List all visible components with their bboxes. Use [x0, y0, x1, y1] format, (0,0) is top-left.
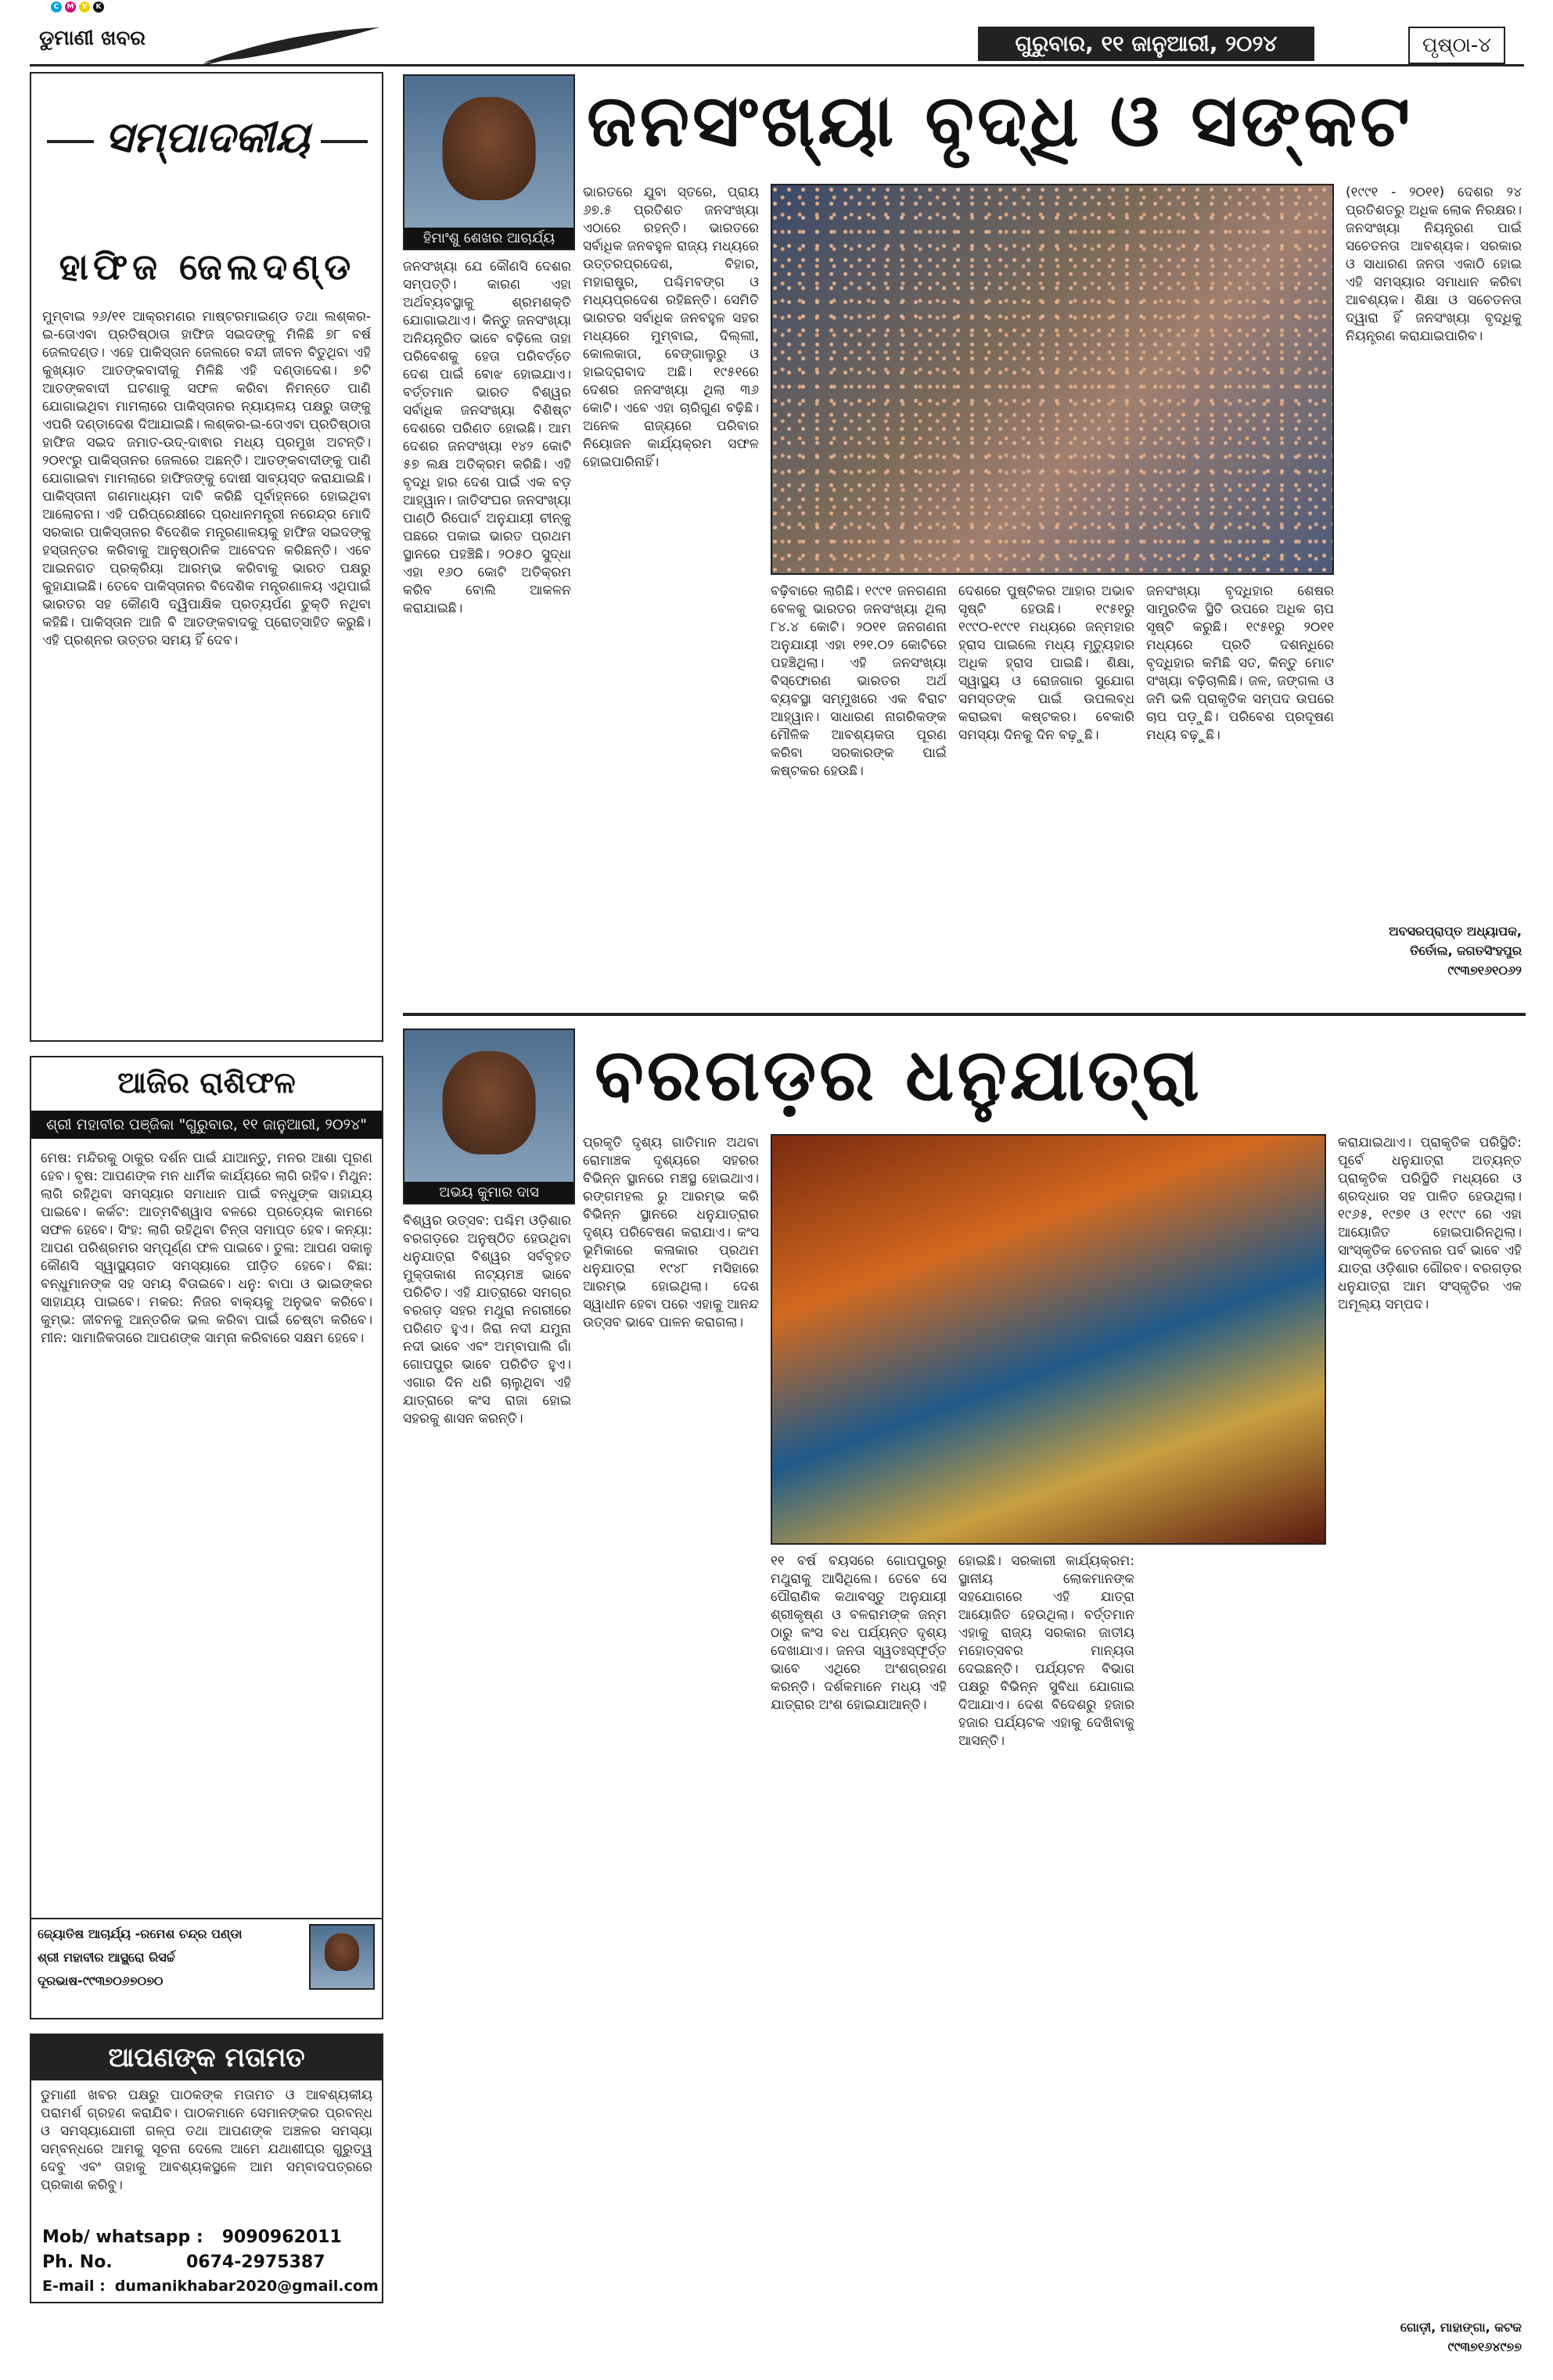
astrologer-photo [309, 1924, 375, 1990]
article1-col5: ଜନସଂଖ୍ୟା ବୃଦ୍ଧିହାର ଶେଷର ସାମ୍ପ୍ରତିକ ସ୍ଥିତି ଉପରେ ଅଧିକ ଚାପ ସୃଷ୍ଟି କରୁଛି। ୧୯୫୧ରୁ ୨୦୧୧ ମଧ୍ୟରେ ପ୍ରତି ଦଶନ୍ଧିରେ ବୃଦ୍ଧିହାର କମିଛି ସତ, କିନ୍ତୁ ମୋଟ ସଂଖ୍ୟା ବଢ଼ିଚାଲିଛି। ଜଳ, ଜଙ୍ଗଲ ଓ ଜମି ଭଳି ପ୍ରାକୃତିକ ସମ୍ପଦ ଉପରେ ଚାପ ପଡ଼ୁଛି। ପରିବେଶ ପ୍ରଦୂଷଣ ମଧ୍ୟ ବଢ଼ୁଛି। [1146, 583, 1334, 743]
magenta-mark: M [65, 2, 76, 13]
author-photo-1 [403, 74, 575, 250]
article2-title: ବରଗଡ଼ର ଧନୁଯାତ୍ରା [595, 1033, 1202, 1117]
opinion-title: ଆପଣଙ୍କ ମତାମତ [31, 2035, 382, 2080]
yellow-mark: Y [79, 2, 90, 13]
article1-title: ଜନସଂଖ୍ୟା ବୃଦ୍ଧି ଓ ସଙ୍କଟ [587, 79, 1413, 163]
article1-byline-phone: ୯୯୩୭୧୬୧୦୬୨ [1447, 963, 1522, 978]
key-mark: K [93, 2, 104, 13]
opinion-phone [42, 2253, 325, 2272]
horoscope-body: ମେଷ: ମନ୍ଦିରକୁ ଠାକୁର ଦର୍ଶନ ପାଇଁ ଯାଆନ୍ତୁ, ମନର ଆଶା ପୂରଣ ହେବ। ବୃଷ: ଆପଣଙ୍କ ମନ ଧାର୍ମିକ କାର୍ଯ୍ୟରେ ଲାଗି ରହିବ। ମିଥୁନ: ଲାଗି ରହିଥିବା ସମସ୍ୟାର ସମାଧାନ ପାଇଁ ବନ୍ଧୁଙ୍କ ସାହାଯ୍ୟ ପାଇବେ। କର୍କଟ: ଆତ୍ମବିଶ୍ୱାସ ବଳରେ ପ୍ରତ୍ୟେକ କାମରେ ସଫଳ ହେବେ। ସିଂହ: ଲାଗି ରହିଥିବା ଚିନ୍ତା ସମାପ୍ତ ହେବ। କନ୍ୟା: ଆପଣ ପରିଶ୍ରମର ସମ୍ପୂର୍ଣ୍ଣ ଫଳ ପାଇବେ। ତୁଳା: ଆପଣ ସକାଳୁ କୌଣସି ସ୍ୱାସ୍ଥ୍ୟଗତ ସମସ୍ୟାରେ ପୀଡ଼ିତ ହେବେ। ବିଛା: ବନ୍ଧୁମାନଙ୍କ ସହ ସମୟ ବିତାଇବେ। ଧନୁ: ବାପା ଓ ଭାଇଙ୍କର ସାହାଯ୍ୟ ପାଇବେ। ମକର: ନିଜର ବାକ୍ୟକୁ ଅନୁଭବ କରିବେ। କୁମ୍ଭ: ଜୀବନକୁ ଆନ୍ତରିକ ଭଲ କରିବା ପାଇଁ ଚେଷ୍ଟା କରିବେ। ମୀନ: ସାମାଜିକତାରେ ଆପଣଙ୍କ ସାମ୍ନା କରିବାରେ ସକ୍ଷମ ହେବେ। [41, 1151, 372, 1346]
article2-byline-phone: ୯୯୩୭୧୬୪୯୭୭ [1447, 2339, 1522, 2354]
article1-byline: ଅବସରପ୍ରାପ୍ତ ଅଧ୍ୟାପକ, [1389, 924, 1522, 939]
article2-col4b [1146, 1553, 1326, 2362]
article2-col4: ହୋଇଛି। ସରକାରୀ କାର୍ଯ୍ୟକ୍ରମ: ସ୍ଥାନୀୟ ଲୋକମାନଙ୍କ ସହଯୋଗରେ ଏହି ଯାତ୍ରା ଆୟୋଜିତ ହେଉଥିଲା। ବର୍ତ୍ତମାନ ଏହାକୁ ରାଜ୍ୟ ସରକାର ଜାତୀୟ ମହୋତ୍ସବର ମାନ୍ୟତା ଦେଇଛନ୍ତି। ପର୍ଯ୍ୟଟନ ବିଭାଗ ପକ୍ଷରୁ ବିଭିନ୍ନ ସୁବିଧା ଯୋଗାଇ ଦିଆଯାଏ। ଦେଶ ବିଦେଶରୁ ହଜାର ହଜାର ପର୍ଯ୍ୟଟକ ଏହାକୁ ଦେଖିବାକୁ ଆସନ୍ତି। [958, 1553, 1134, 1749]
crowd-photo [771, 184, 1334, 575]
article1-col2: ଭାରତରେ ଯୁବା ସ୍ତରେ, ପ୍ରାୟ ୬୭.୫ ପ୍ରତିଶତ ଜନସଂଖ୍ୟା ଏଠାରେ ରହନ୍ତି। ଭାରତରେ ସର୍ବାଧିକ ଜନବହୁଳ ରାଜ୍ୟ ମଧ୍ୟରେ ଉତ୍ତରପ୍ରଦେଶ, ବିହାର, ମହାରାଷ୍ଟ୍ର, ପଶ୍ଚିମବଙ୍ଗ ଓ ମଧ୍ୟପ୍ରଦେଶ ରହିଛନ୍ତି। ସେମିତି ଭାରତର ସର୍ବାଧିକ ଜନବହୁଳ ସହର ମଧ୍ୟରେ ମୁମ୍ବାଇ, ଦିଲ୍ଲୀ, କୋଲକାତା, ବେଙ୍ଗାଲୁରୁ ଓ ହାଇଦ୍ରାବାଦ ଅଛି। ୧୯୫୧ରେ ଦେଶର ଜନସଂଖ୍ୟା ଥିଲା ୩୬ କୋଟି। ଏବେ ଏହା ଚାରିଗୁଣ ବଢ଼ିଛି। ଅନେକ ରାଜ୍ୟରେ ପରିବାର ନିୟୋଜନ କାର୍ଯ୍ୟକ୍ରମ ସଫଳ ହୋଇପାରିନାହିଁ। [583, 185, 759, 470]
page-number: ପୃଷ୍ଠା-୪ [1408, 27, 1505, 64]
author-name-1: ହିମାଂଶୁ ଶେଖର ଆଚାର୍ଯ୍ୟ [404, 228, 573, 249]
mobile-number[interactable]: 9090962011 [221, 2227, 342, 2247]
editorial-body: ମୁମ୍ବାଇ ୨୬/୧୧ ଆକ୍ରମଣର ମାଷ୍ଟରମାଇଣ୍ଡ ତଥା ଲଶ୍କର-ଇ-ତୋଏବା ପ୍ରତିଷ୍ଠାତା ହାଫିଜ ସଇଦଙ୍କୁ ମିଳିଛି ୭୮ ବର୍ଷ ଜେଲଦଣ୍ଡ। ଏହେ ପାକିସ୍ତାନ ଜେଲରେ ବନ୍ଦୀ ଜୀବନ ବିତୁଥିବା ଏହି କୁଖ୍ୟାତ ଆତଙ୍କବାଦୀକୁ ମିଳିଛି ଏହି ଦଣ୍ଡାଦେଶ। ୭ଟି ଆତଙ୍କବାଦୀ ଘଟଣାକୁ ସଫଳ କରିବା ନିମନ୍ତେ ପାଣି ଯୋଗାଇଥିବା ମାମଲାରେ ପାକିସ୍ତାନର ନ୍ୟାୟଳୟ ପକ୍ଷରୁ ତାଙ୍କୁ ଏପରି ଦଣ୍ଡାଦେଶ ଦିଆଯାଇଛି। ଲଶ୍କର-ଇ-ତୋଏବା ପ୍ରତିଷ୍ଠାତା ହାଫିଜ ସଇଦ ଜମାତ-ଉଦ୍-ଦାଵାର ମଧ୍ୟ ପ୍ରମୁଖ ଅଟନ୍ତି। ୨୦୧୯ରୁ ପାକିସ୍ତାନର ଜେଲରେ ଅଛନ୍ତି। ଆତଙ୍କବାଦୀଙ୍କୁ ପାଣି ଯୋଗାଇବା ମାମଲାରେ ହାଫିଜଙ୍କୁ ଦୋଷୀ ସାବ୍ୟସ୍ତ କରାଯାଇଛି। ପାକିସ୍ତାନୀ ଗଣମାଧ୍ୟମ ଦାବି କରିଛି ପୂର୍ବାହ୍ନରେ ହୋଇଥିବା ଆଲୋଚନା। ଏହି ପରିପ୍ରେକ୍ଷୀରେ ପ୍ରଧାନମନ୍ତ୍ରୀ ନରେନ୍ଦ୍ର ମୋଦି ସରକାର ପାକିସ୍ତାନର ବିଦେଶିକ ମନ୍ତ୍ରଣାଳୟକୁ ହାଫିଜ ସଇଦଙ୍କୁ ହସ୍ତାନ୍ତର କରିବାକୁ ଆନୁଷ୍ଠାନିକ ଆବେଦନ କରିଛନ୍ତି। ଏବେ ଆଇନଗତ ପ୍ରକ୍ରିୟା ଆରମ୍ଭ କରିବାକୁ ଭାରତ ପକ୍ଷରୁ କୁହାଯାଇଛି। ତେବେ ପାକିସ୍ତାନର ବିଦେଶିକ ମନ୍ତ୍ରଣାଳୟ ଏଥିପାଇଁ ଭାରତର ସହ କୌଣସି ଦ୍ୱିପାକ୍ଷିକ ପ୍ରତ୍ୟର୍ପଣ ଚୁକ୍ତି ନଥିବା କହିଛି। ପାକିସ୍ତାନ ଆଜି ବି ଆତଙ୍କବାଦକୁ ପ୍ରୋତ୍ସାହିତ କରୁଛି। ଏହି ପ୍ରଶ୍ନର ଉତ୍ତର ସମୟ ହିଁ ଦେବ। [42, 309, 371, 648]
horoscope-subtitle: ଶ୍ରୀ ମହାବୀର ପଞ୍ଜିକା "ଗୁରୁବାର, ୧୧ ଜାନୁଆରୀ, ୨୦୨୪" [31, 1111, 382, 1139]
paper-name: ଡୁମାଣୀ ଖବର [39, 27, 146, 50]
author-photo-2 [403, 1028, 575, 1204]
email-address[interactable]: dumanikhabar2020@gmail.com [114, 2278, 379, 2295]
article1-col3: ବଢ଼ିବାରେ ଲାଗିଛି। ୧୯୯୧ ଜନଗଣନା ବେଳକୁ ଭାରତର ଜନସଂଖ୍ୟା ଥିଲା ୮୪.୪ କୋଟି। ୨୦୧୧ ଜନଗଣନା ଅନୁଯାୟୀ ଏହା ୧୨୧.୦୨ କୋଟିରେ ପହଞ୍ଚିଥିଲା। ଏହି ଜନସଂଖ୍ୟା ବିସ୍ଫୋରଣ ଭାରତର ଅର୍ଥ ବ୍ୟବସ୍ଥା ସମ୍ମୁଖରେ ଏକ ବିରାଟ ଆହ୍ୱାନ। ସାଧାରଣ ନାଗରିକଙ୍କ ମୌଳିକ ଆବଶ୍ୟକତା ପୂରଣ କରିବା ସରକାରଙ୍କ ପାଇଁ କଷ୍ଟକର ହେଉଛି। [771, 583, 947, 779]
mobile-label: Mob/ whatsapp : [42, 2227, 203, 2247]
article-separator [403, 1013, 1526, 1016]
cyan-mark: C [51, 2, 62, 13]
author-name-2: ଅଭୟ କୁମାର ଦାସ [404, 1182, 573, 1203]
article1-byline-place: ତିର୍ତୋଲ, ଜଗତସିଂହପୁର [1410, 943, 1522, 958]
issue-date: ଗୁରୁବାର, ୧୧ ଜାନୁଆରୀ, ୨୦୨୪ [978, 27, 1314, 61]
divider [321, 140, 368, 143]
opinion-mobile [42, 2227, 342, 2247]
horoscope-panel [30, 1056, 383, 2019]
article2-col3: ୧୧ ବର୍ଷ ବୟସରେ ଗୋପପୁରରୁ ମଥୁରାକୁ ଆସିଥିଲେ। ତେବେ ସେ ପୌରାଣିକ କଥାବସ୍ତୁ ଅନୁଯାୟୀ ଶ୍ରୀକୃଷ୍ଣ ଓ ବଳରାମଙ୍କ ଜନ୍ମ ଠାରୁ କଂସ ବଧ ପର୍ଯ୍ୟନ୍ତ ଦୃଶ୍ୟ ଦେଖାଯାଏ। ଜନତା ସ୍ୱତଃସ୍ଫୂର୍ତ୍ତ ଭାବେ ଏଥିରେ ଅଂଶଗ୍ରହଣ କରନ୍ତି। ଦର୍ଶକମାନେ ମଧ୍ୟ ଏହି ଯାତ୍ରାର ଅଂଶ ହୋଇଯାଆନ୍ତି। [771, 1553, 947, 1713]
editorial-section-title: ସମ୍ପାଦକୀୟ [105, 113, 310, 162]
email-label: E-mail : [42, 2278, 106, 2295]
article1-col1: ଜନସଂଖ୍ୟା ଯେ କୌଣସି ଦେଶର ସମ୍ପତ୍ତି। କାରଣ ଏହା ଅର୍ଥବ୍ୟବସ୍ଥାକୁ ଶ୍ରମଶକ୍ତି ଯୋଗାଇଥାଏ। କିନ୍ତୁ ଜନସଂଖ୍ୟା ଅନିୟନ୍ତ୍ରିତ ଭାବେ ବଢ଼ିଲେ ତାହା ପରିବେଶକୁ ହେତା ପରିବର୍ତ୍ତେ ଦେଶ ପାଇଁ ବୋଝ ହୋଇଯାଏ। ବର୍ତ୍ତମାନ ଭାରତ ବିଶ୍ୱର ସର୍ବାଧିକ ଜନସଂଖ୍ୟା ବିଶିଷ୍ଟ ଦେଶରେ ପରିଣତ ହୋଇଛି। ଆମ ଦେଶର ଜନସଂଖ୍ୟା ୧୪୨ କୋଟି ୫୭ ଲକ୍ଷ ଅତିକ୍ରମ କରିଛି। ଏହି ବୃଦ୍ଧି ହାର ଦେଶ ପାଇଁ ଏକ ବଡ଼ ଆହ୍ୱାନ। ଜାତିସଂଘର ଜନସଂଖ୍ୟା ପାଣ୍ଠି ରିପୋର୍ଟ ଅନୁଯାୟୀ ଚୀନ୍‌କୁ ପଛରେ ପକାଇ ଭାରତ ପ୍ରଥମ ସ୍ଥାନରେ ପହଞ୍ଚିଛି। ୨୦୫୦ ସୁଦ୍ଧା ଏହା ୧୬୦ କୋଟି ଅତିକ୍ରମ କରିବ ବୋଲି ଆକଳନ କରାଯାଇଛି। [403, 259, 571, 616]
editorial-headline: ହାଫିଜ ଜେଲଦଣ୍ଡ [59, 246, 356, 288]
article2-col5: କରାଯାଇଥାଏ। ପ୍ରାକୃତିକ ପରିସ୍ଥିତି: ପୂର୍ବେ ଧନୁଯାତ୍ରା ଅତ୍ୟନ୍ତ ପ୍ରାକୃତିକ ପରିସ୍ଥିତି ମଧ୍ୟରେ ଓ ଶ୍ରଦ୍ଧାର ସହ ପାଳିତ ହେଉଥିଲା। ୧୯୬୫, ୧୯୭୧ ଓ ୧୯୯୯ ରେ ଏହା ଆୟୋଜିତ ହୋଇପାରିନଥିଲା। ସାଂସ୍କୃତିକ ଚେତନାର ପର୍ବ ଭାବେ ଏହି ଯାତ୍ରା ଓଡ଼ିଶାର ଗୌରବ। ବରଗଡ଼ର ଧନୁଯାତ୍ରା ଆମ ସଂସ୍କୃତିର ଏକ ଅମୂଲ୍ୟ ସମ୍ପଦ। [1338, 1135, 1522, 1312]
article2-col2: ପ୍ରକୃତି ଦୃଶ୍ୟ ଗାତିମାନ ଅଥବା ରୋମାଞ୍ଚକ ଦୃଶ୍ୟରେ ସହରର ବିଭିନ୍ନ ସ୍ଥାନରେ ମଞ୍ଚସ୍ଥ ହୋଇଥାଏ। ରଙ୍ଗମହଲ ରୁ ଆରମ୍ଭ କରି ବିଭିନ୍ନ ସ୍ଥାନରେ ଧନୁଯାତ୍ରାର ଦୃଶ୍ୟ ପରିବେଷଣ କରାଯାଏ। କଂସ ଭୂମିକାରେ କଳାକାର ପ୍ରଥମ ଧନୁଯାତ୍ରା ୧୯୪୮ ମସିହାରେ ଆରମ୍ଭ ହୋଇଥିଲା। ଦେଶ ସ୍ୱାଧୀନ ହେବା ପରେ ଏହାକୁ ଆନନ୍ଦ ଉତ୍ସବ ଭାବେ ପାଳନ କରାଗଲା। [583, 1135, 759, 1330]
article2-col1: ବିଶ୍ୱର ଉତ୍ସବ: ପଶ୍ଚିମ ଓଡ଼ିଶାର ବରଗଡ଼ରେ ଅନୁଷ୍ଠିତ ହେଉଥିବା ଧନୁଯାତ୍ରା ବିଶ୍ୱର ସର୍ବବୃହତ ମୁକ୍ତାକାଶ ନାଟ୍ୟମଞ୍ଚ ଭାବେ ପରିଚିତ। ଏହି ଯାତ୍ରାରେ ସମଗ୍ର ବରଗଡ଼ ସହର ମଥୁରା ନଗରୀରେ ପରିଣତ ହୁଏ। ଜିରା ନଦୀ ଯମୁନା ନଦୀ ଭାବେ ଏବଂ ଅମ୍ବାପାଲି ଗାଁ ଗୋପପୁର ଭାବେ ପରିଚିତ ହୁଏ। ଏଗାର ଦିନ ଧରି ଚାଲୁଥିବା ଏହି ଯାତ୍ରାରେ କଂସ ରାଜା ହୋଇ ସହରକୁ ଶାସନ କରନ୍ତି। [403, 1213, 571, 1427]
phone-label: Ph. No. [42, 2253, 113, 2272]
quill-icon [196, 23, 383, 67]
dance-photo [771, 1134, 1326, 1545]
article2-byline-place: ଗୋଡ଼ୀ, ମାହାଙ୍ଗା, କଟକ [1400, 2320, 1522, 2335]
divider [31, 1918, 382, 1919]
editorial-panel [30, 72, 383, 1042]
opinion-email [42, 2278, 379, 2295]
cmyk-marks [51, 2, 104, 13]
horoscope-title: ଆଜିର ରାଶିଫଳ [117, 1065, 296, 1100]
phone-number[interactable]: 0674-2975387 [186, 2253, 325, 2272]
astrologer-org: ଶ୍ରୀ ମହାବୀର ଆସ୍ଥ୍ରୋ ରିସର୍ଚ୍ଚ [38, 1950, 175, 1965]
astrologer-phone: ଦୂରଭାଷ-୯୯୩୭୦୬୭୦୭୦ [38, 1973, 164, 1988]
article1-col6: (୧୯୯୧ - ୨୦୧୧) ଦେଶର ୨୪ ପ୍ରତିଶତରୁ ଅଧିକ ଲୋକ ନିରକ୍ଷର। ଜନସଂଖ୍ୟା ନିୟନ୍ତ୍ରଣ ପାଇଁ ସଚେତନତା ଆବଶ୍ୟକ। ସରକାର ଓ ସାଧାରଣ ଜନତା ଏକାଠି ହୋଇ ଏହି ସମସ୍ୟାର ସମାଧାନ କରିବା ଆବଶ୍ୟକ। ଶିକ୍ଷା ଓ ସଚେତନତା ଦ୍ୱାରା ହିଁ ଜନସଂଖ୍ୟା ବୃଦ୍ଧିକୁ ନିୟନ୍ତ୍ରଣ କରାଯାଇପାରିବ। [1346, 185, 1522, 344]
astrologer-name: ଜ୍ୟୋତିଷ ଆଚାର୍ଯ୍ୟ -ରମେଶ ଚନ୍ଦ୍ର ପଣ୍ଡା [38, 1926, 243, 1941]
divider [47, 140, 94, 143]
article1-col4: ଦେଶରେ ପୁଷ୍ଟିକର ଆହାର ଅଭାବ ସୃଷ୍ଟି ହେଉଛି। ୧୯୫୧ରୁ ୧୯୯୦-୧୯୯୧ ମଧ୍ୟରେ ଜନ୍ମହାର ହ୍ରାସ ପାଇଲେ ମଧ୍ୟ ମୃତ୍ୟୁହାର ଅଧିକ ହ୍ରାସ ପାଇଛି। ଶିକ୍ଷା, ସ୍ୱାସ୍ଥ୍ୟ ଓ ରୋଜଗାର ସୁଯୋଗ ସମସ୍ତଙ୍କ ପାଇଁ ଉପଲବ୍ଧ କରାଇବା କଷ୍ଟକର। ବେକାରି ସମସ୍ୟା ଦିନକୁ ଦିନ ବଢ଼ୁଛି। [958, 583, 1134, 743]
opinion-body: ଡୁମାଣୀ ଖବର ପକ୍ଷରୁ ପାଠକଙ୍କ ମତାମତ ଓ ଆବଶ୍ୟକୀୟ ପରାମର୍ଶ ଗ୍ରହଣ କରାଯିବ। ପାଠକମାନେ ସେମାନଙ୍କର ପ୍ରବନ୍ଧ ଓ ସମସ୍ୟାଯୋଗୀ ଗଳ୍ପ ତଥା ଆପଣଙ୍କ ଅଞ୍ଚଳର ସମସ୍ୟା ସମ୍ବନ୍ଧରେ ଆମକୁ ସୂଚନା ଦେଲେ ଆମେ ଯଥାଶୀଘ୍ର ଗୁରୁତ୍ୱ ଦେବୁ ଏବଂ ତାହାକୁ ଆବଶ୍ୟକସ୍ଥଳେ ଆମ ସମ୍ବାଦପତ୍ରରେ ପ୍ରକାଶ କରିବୁ। [41, 2087, 372, 2193]
opinion-panel [30, 2034, 383, 2303]
